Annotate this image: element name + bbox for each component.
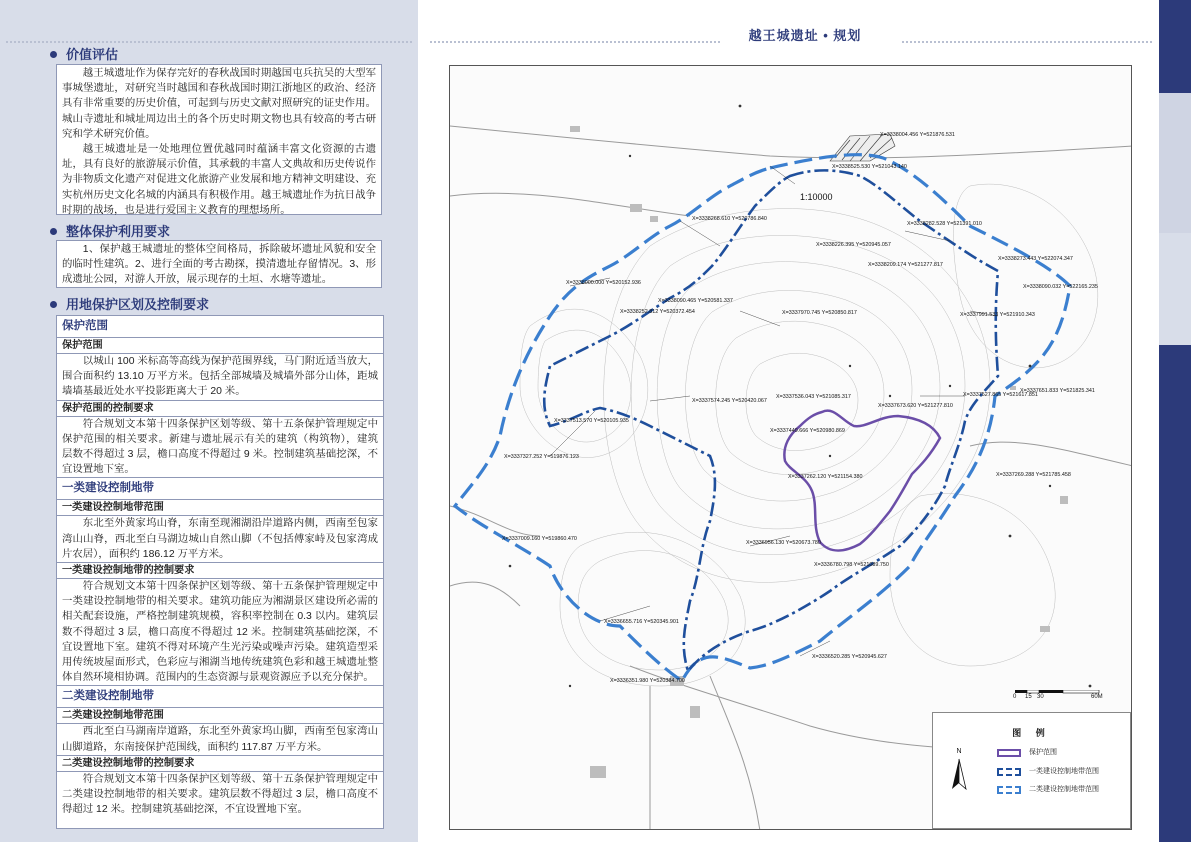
coord-label: X=3338226.395 Y=520945.057 — [816, 242, 891, 248]
scale-label-0: 0 — [1013, 694, 1017, 700]
value-paragraph-2: 越王城遗址是一处地理位置优越同时蕴涵丰富文化资源的古遗址，具有良好的旅游展示价值，其承载的丰富人文典故和历史传说作为非物质文化遗产对促进文化旅游产业发展和地方精神文明建设、充实杭州历史文化名城的内涵具有积极作用。越王城遗址作为抗日战争时期的战场，也是进行爱国主义教育的理想场所。 — [62, 144, 376, 216]
scale-label-30: 30 — [1037, 694, 1044, 700]
coord-label: X=3337970.745 Y=520850.817 — [782, 310, 857, 316]
landuse-table — [56, 315, 384, 829]
text-class1-control: 符合规划文本第十四条保护区划等级、第十五条保护管理规定中一类建设控制地带的相关要求。建筑功能应为湘湖景区建设所必需的相关配套设施，严格控制建筑规模，容积率控制在 0.3 以内。建筑层数不得超过 3 层，檐口高度不得超过 12 米。控制建筑基础挖深，不宜设置地下室。建筑不得对环境产生光污染或噪声污染。建筑造型采用传统坡屋面形式，色彩应与湘湖当地传统建筑色彩和越王城遗址整体自然环境相协调。范围内的生态资源与景观资源应予以充分保护。 — [57, 579, 383, 686]
value-paragraph-1: 越王城遗址作为保存完好的春秋战国时期越国屯兵抗吴的大型军事城堡遗址，对研究当时越国和春秋战国时期江浙地区的政治、经济具有非常重要的历史价值，可起到与历史文献对照研究的证史作用。城山寺遗址和城址周边出土的各个历史时期文物也具有较高的考古研究和学术研究价值。 — [62, 68, 376, 140]
category-class2: 二类建设控制地带 — [57, 686, 383, 708]
overall-heading: 整体保护利用要求 — [50, 221, 170, 240]
category-protection: 保护范围 — [57, 316, 383, 338]
coord-label: X=3336780.798 Y=521089.750 — [814, 562, 889, 568]
coord-label: X=3337009.160 Y=519860.470 — [502, 536, 577, 542]
subhead-class1-range: 一类建设控制地带范围 — [57, 500, 383, 516]
coord-label: X=3337269.288 Y=521785.458 — [996, 472, 1071, 478]
coord-label: X=3337673.620 Y=521277.810 — [878, 403, 953, 409]
text-protection-control: 符合规划文本第十四条保护区划等级、第十五条保护管理规定中保护范围的相关要求。新建与遗址展示有关的建筑（构筑物），建筑层数不得超过 3 层，檐口高度不得超过 9 米。控制建筑基础挖深，不宜设置地下室。 — [57, 417, 383, 479]
bullet-icon — [50, 228, 57, 235]
coord-label: X=3338004.456 Y=521876.531 — [880, 132, 955, 138]
coord-label: X=3337574.245 Y=520420.067 — [692, 398, 767, 404]
scale-label-15: 15 — [1025, 694, 1032, 700]
coord-label: X=3337262.120 Y=521154.380 — [788, 474, 863, 480]
coord-label: X=3337991.533 Y=521910.343 — [960, 312, 1035, 318]
text-class1-range: 东北至外黄家坞山脊，东南至现湘湖沿岸道路内侧，西南至包家湾山山脊，西北至白马湖边城山自然山脚（不包括傅家峙及包家湾成片农居），面积约 186.12 万平方米。 — [57, 516, 383, 563]
right-edge-tabs — [1159, 0, 1191, 842]
coord-label: X=3336956.130 Y=520673.780 — [746, 540, 821, 546]
overall-box — [56, 240, 382, 288]
overall-text: 1、保护越王城遗址的整体空间格局，拆除破坏遗址风貌和安全的临时性建筑。2、进行全面的考古勘探，摸清遗址存留情况。3、形成遗址公园，对游人开放，展示现存的土垣、水塘等遗址。 — [62, 244, 376, 286]
bullet-icon — [50, 51, 57, 58]
coord-label: X=3338282.528 Y=521391.010 — [907, 221, 982, 227]
coord-label: X=3337651.833 Y=521825.341 — [1020, 388, 1095, 394]
coord-label: X=3337327.252 Y=519876.123 — [504, 454, 579, 460]
map-scale-label: 1:10000 — [800, 192, 833, 202]
coord-label: X=3338000.000 Y=520152.936 — [566, 280, 641, 286]
legend-swatch-class1 — [997, 768, 1021, 776]
value-box — [56, 64, 382, 215]
subhead-protection-control: 保护范围的控制要求 — [57, 401, 383, 417]
coord-label: X=3338090.465 Y=520581.337 — [658, 298, 733, 304]
right-dotted-rule-b — [902, 41, 1152, 43]
svg-text:N: N — [956, 748, 962, 755]
page-title: 越王城遗址 • 规划 — [748, 28, 862, 43]
coord-label: X=3337536.043 Y=521085.317 — [776, 394, 851, 400]
right-dotted-rule-a — [430, 41, 720, 43]
coord-label: X=3337449.666 Y=520980.869 — [770, 428, 845, 434]
category-class1: 一类建设控制地带 — [57, 478, 383, 500]
left-dotted-rule — [6, 41, 412, 43]
coord-label: X=3338252.812 Y=520372.454 — [620, 309, 695, 315]
map-legend: 图 例 保护范围 一类建设控制地带范围 二类建设控制地带范围 — [932, 712, 1131, 829]
subhead-class2-range: 二类建设控制地带范围 — [57, 708, 383, 724]
bullet-icon — [50, 301, 57, 308]
scale-label-60: 60M — [1091, 694, 1103, 700]
coord-label: X=3338090.032 Y=522165.235 — [1023, 284, 1098, 290]
coord-label: X=3338525.530 Y=521043.140 — [832, 164, 907, 170]
coord-label: X=3337513.570 Y=520105.935 — [554, 418, 629, 424]
legend-swatch-protection — [997, 749, 1021, 757]
coord-label: X=3336351.980 Y=520384.700 — [610, 678, 685, 684]
coord-label: X=3338209.174 Y=521277.817 — [868, 262, 943, 268]
subhead-protection-range: 保护范围 — [57, 338, 383, 354]
text-class2-control: 符合规划文本第十四条保护区划等级、第十五条保护管理规定中二类建设控制地带的相关要求。建筑层数不得超过 3 层，檐口高度不得超过 12 米。控制建筑基础挖深，不宜设置地下室。 — [62, 773, 378, 816]
text-protection-range: 以城山 100 米标高等高线为保护范围界线，马门附近适当放大，围合面积约 13.10 万平方米。包括全部城墙及城墙外部分山体，距城墙墙基最近处水平投影距离大于 20 米。 — [57, 354, 383, 401]
coord-label: X=3336655.716 Y=520345.901 — [604, 619, 679, 625]
subhead-class1-control: 一类建设控制地带的控制要求 — [57, 563, 383, 579]
coord-label: X=3337527.865 Y=521617.851 — [963, 392, 1038, 398]
legend-title: 图 例 — [1012, 728, 1051, 738]
subhead-class2-control: 二类建设控制地带的控制要求 — [57, 756, 383, 772]
coord-label: X=3336520.285 Y=520945.627 — [812, 654, 887, 660]
text-class2-range: 西北至白马湖南岸道路，东北至外黄家坞山脚，西南至包家湾山山脚道路，东南接保护范围线，面积约 117.87 万平方米。 — [57, 724, 383, 755]
coord-label: X=3338273.443 Y=522074.347 — [998, 256, 1073, 262]
coord-label: X=3338268.610 Y=520786.840 — [692, 216, 767, 222]
north-arrow-icon — [948, 745, 970, 793]
hatched-area — [830, 134, 895, 161]
legend-swatch-class2 — [997, 786, 1021, 794]
landuse-heading: 用地保护区划及控制要求 — [50, 294, 209, 313]
value-heading: 价值评估 — [50, 44, 118, 63]
